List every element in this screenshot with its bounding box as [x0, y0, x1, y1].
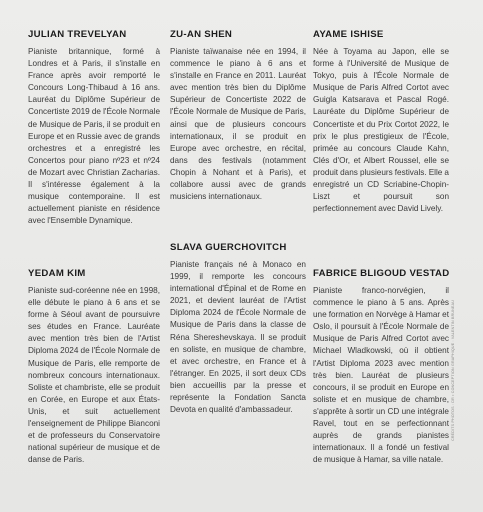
bio-name: FABRICE BLIGOUD VESTAD: [313, 268, 450, 279]
bio-text: Pianiste sud-coréenne née en 1998, elle débute le piano à 6 ans et se forme à Séoul avant de poursuivre ses études en France. Lauréate avec mention très bien de l'Artist Diploma 2024 de l'École Normale de Musique de Paris, elle remporte de nombreux concours internationaux. Soliste et chambriste, elle se produit en Corée, en Europe et aux États-Unis, et suit actuellement l'enseignement de Philippe Bianconi et de professeurs du Conservatoire national supérieur de musique et de danse de Paris.: [28, 286, 160, 465]
bio-text: Pianiste taïwanaise née en 1994, il commence le piano à 6 ans et s'installe en France en 2011. Lauréat avec mention très bien du Diplôme Supérieur de Concertiste 2022 de l'École Normale de Musique de Paris, ainsi que de plusieurs concours internationaux, il se produit en Europe avec orchestre, en récital, dans des festivals (notamment Chopin à Nohant et à Paris), et collabore aussi avec de grands musiciens internationaux.: [170, 47, 306, 202]
bio-text: Pianiste français né à Monaco en 1999, il remporte les concours international d'Épinal et de Rome en 2021, et devient lauréat de l'Artist Diploma 2024 de l'École Normale de Musique de Paris dans la classe de Réna Shereshevskaya. Il se produit en soliste, en musique de chambre, et avec orchestre, en France et à l'étranger. En 2025, il sort deux CDs bien accueillis par la presse et représente la Fondation Sancta Devota en qualité d'ambassadeur.: [170, 260, 306, 415]
bio-name: YEDAM KIM: [28, 268, 86, 279]
bio-slava-guerchovitch: [170, 242, 306, 416]
bio-ayame-ishise: [313, 29, 449, 215]
bio-julian-trevelyan: [28, 29, 160, 227]
bio-name: ZU-AN SHEN: [170, 29, 233, 40]
bio-fabrice-bligoud-vestad: [313, 268, 449, 466]
bio-text: Pianiste britannique, formé à Londres et à Paris, il s'installe en France après avoir remporté le Concours Long-Thibaud à 16 ans. Lauréat du Diplôme Supérieur de Concertiste 2019 de l'École Normale de Musique de Paris, il se produit en Europe et en Russie avec de grands orchestres et a enregistré les Concertos pour piano nº23 et nº24 de Mozart avec Christian Zacharias. Il s'intéresse également à la musique contemporaine. Il est actuellement pianiste en résidence avec l'Ensemble Dynamique.: [28, 47, 160, 226]
bio-text: Née à Toyama au Japon, elle se forme à l'Université de Musique de Tokyo, puis à l'École Normale de Musique de Paris Alfred Cortot avec Guigla Katsarava et Pascal Rogé. Lauréate du Diplôme Supérieur de Concertiste et du Prix Cortot 2022, le prix le plus prestigieux de l'École, primée au concours Claude Kahn, Clés d'Or, et Albert Roussel, elle se produit dans plusieurs festivals. Elle a enregistré un CD Scriabine-Chopin-Liszt et poursuit son perfectionnement avec David Lively.: [313, 47, 449, 214]
bio-name: SLAVA GUERCHOVITCH: [170, 242, 287, 253]
bio-text: Pianiste franco-norvégien, il commence le piano à 5 ans. Après une formation en Norvège à Hamar et Oslo, il poursuit à l'École Normale de Musique de Paris Alfred Cortot avec Michael Wladkowski, où il obtient l'Artist Diploma 2023 avec mention très bien. Lauréat de plusieurs concours, il se produit en Europe en soliste et en musique de chambre, s'apprête à sortir un CD une intégrale Ravel, tout en se perfectionnant auprès de grands pianistes internationaux. Il a fondé un festival de musique à Hamar, sa ville natale.: [313, 286, 449, 465]
photo-credit: CRÉDITS PHOTOS : DR • CONCEPTION GRAPHIQUE : VALENTIN BRUNEAU: [451, 300, 455, 441]
bio-name: AYAME ISHISE: [313, 29, 384, 40]
bio-yedam-kim: [28, 268, 160, 466]
bio-name: JULIAN TREVELYAN: [28, 29, 127, 40]
bio-zu-an-shen: [170, 29, 306, 203]
